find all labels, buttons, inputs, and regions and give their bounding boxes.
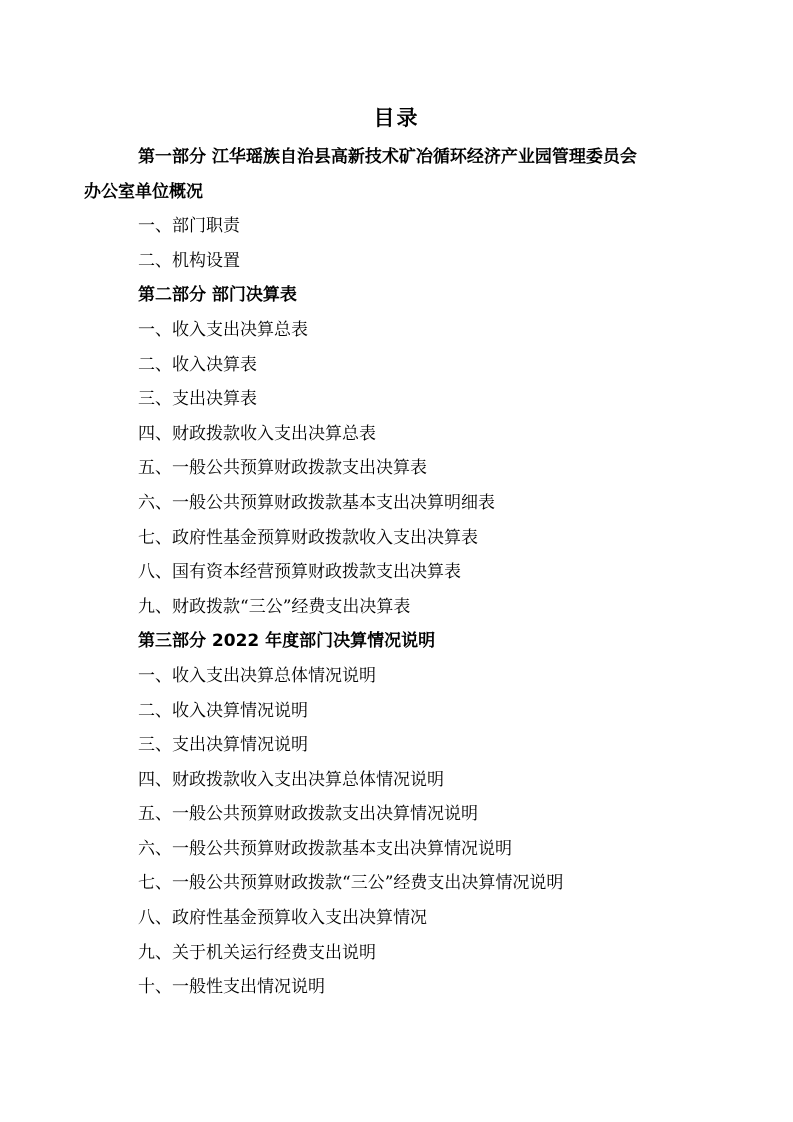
toc-item[interactable]: 二、收入决算表 (138, 354, 257, 375)
toc-item[interactable]: 一、部门职责 (138, 216, 240, 237)
toc-item[interactable]: 一、收入支出决算总表 (138, 319, 308, 340)
toc-item[interactable]: 五、一般公共预算财政拨款支出决算情况说明 (138, 804, 478, 825)
part1-heading[interactable]: 第一部分 江华瑶族自治县高新技术矿冶循环经济产业园管理委员会 (138, 147, 637, 167)
part3-heading[interactable]: 第三部分 2022 年度部门决算情况说明 (138, 631, 436, 652)
table-of-contents (0, 140, 793, 1005)
toc-item[interactable]: 二、机构设置 (138, 250, 240, 271)
toc-item[interactable]: 七、政府性基金预算财政拨款收入支出决算表 (138, 527, 478, 548)
toc-title: 目录 (373, 106, 420, 130)
toc-item[interactable]: 三、支出决算情况说明 (138, 735, 308, 756)
part2-heading[interactable]: 第二部分 部门决算表 (138, 285, 297, 306)
toc-item[interactable]: 八、政府性基金预算收入支出决算情况 (138, 908, 427, 929)
toc-item[interactable]: 十、一般性支出情况说明 (138, 977, 325, 998)
part1-heading-continued[interactable]: 办公室单位概况 (84, 181, 203, 202)
toc-item[interactable]: 一、收入支出决算总体情况说明 (138, 665, 376, 686)
toc-item[interactable]: 四、财政拨款收入支出决算总体情况说明 (138, 769, 444, 790)
toc-item[interactable]: 九、关于机关运行经费支出说明 (138, 942, 376, 963)
toc-item[interactable]: 三、支出决算表 (138, 389, 257, 410)
toc-item[interactable]: 七、一般公共预算财政拨款“三公”经费支出决算情况说明 (138, 873, 564, 894)
toc-item[interactable]: 四、财政拨款收入支出决算总表 (138, 423, 376, 444)
toc-item[interactable]: 九、财政拨款“三公”经费支出决算表 (138, 596, 411, 617)
toc-item[interactable]: 二、收入决算情况说明 (138, 700, 308, 721)
toc-item[interactable]: 六、一般公共预算财政拨款基本支出决算情况说明 (138, 838, 512, 859)
toc-item[interactable]: 八、国有资本经营预算财政拨款支出决算表 (138, 562, 461, 583)
toc-item[interactable]: 六、一般公共预算财政拨款基本支出决算明细表 (138, 492, 495, 513)
toc-item[interactable]: 五、一般公共预算财政拨款支出决算表 (138, 458, 427, 479)
